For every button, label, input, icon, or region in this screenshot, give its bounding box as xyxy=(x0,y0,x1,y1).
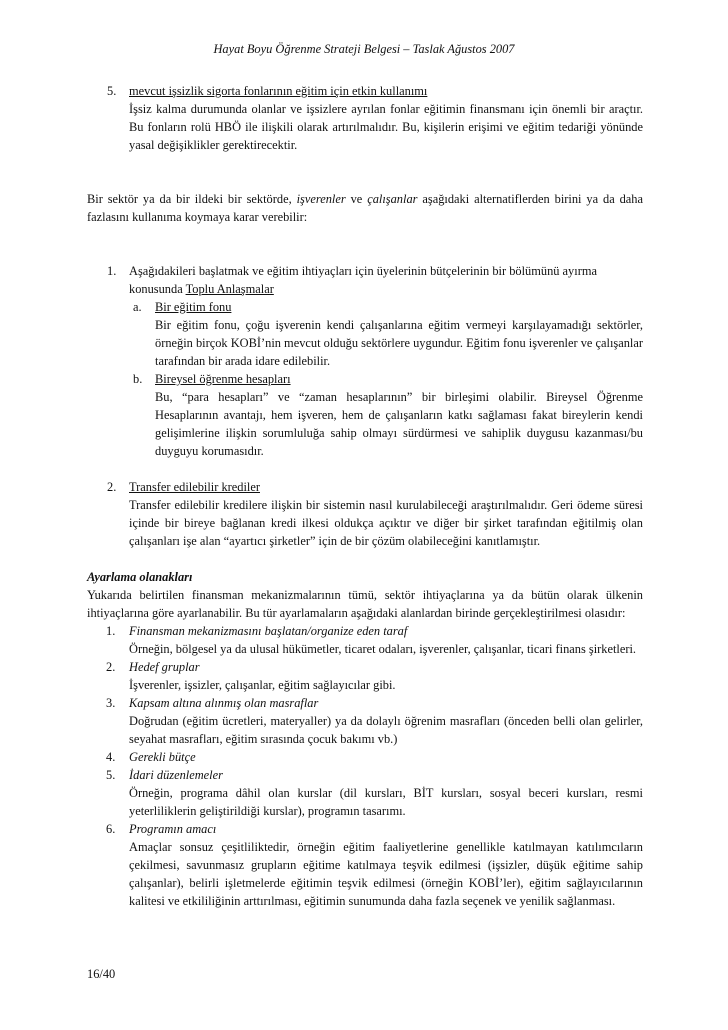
sub-item-text: Bu, “para hesapları” ve “zaman hesaplarının” bir birleşimi olabilir. Bireysel Öğrenme Hesaplarının avantajı, hem işveren, hem de çalışanların katkı sağlaması fakat bireylerin kendi gelişimlerine ilişkin sorumluluğa sahip olmayı sürdürmesi ve sahiplik duygusu kazanması/bu duyguyu korumasıdır. xyxy=(155,390,643,458)
sub-item-text: Bir eğitim fonu, çoğu işverenin kendi çalışanlarına eğitim vermeyi karşılayamadığı sektörler, örneğin birçok KOBİ’nin mevcut olduğu sektörlere uygundur. Eğitim fonu işverenler ve çalışanlar tarafından bir arada idare edilebilir. xyxy=(155,318,643,368)
adjust-item-3 xyxy=(87,694,643,748)
item-title: Kapsam altına alınmış olan masraflar xyxy=(129,696,319,710)
sub-item-letter: b. xyxy=(133,372,143,386)
item-title: Programın amacı xyxy=(129,822,217,836)
intro-text-3: aşağıdaki alternatiflerden birini ya da daha fazlasını kullanıma koymaya karar verebilir: xyxy=(87,192,644,224)
adjust-item-5 xyxy=(87,766,643,820)
item-title: Hedef gruplar xyxy=(129,660,200,674)
item-text-lead: Aşağıdakileri başlatmak ve eğitim ihtiyaçları için üyelerinin bütçelerinin bir bölümünü ayırma konusunda xyxy=(129,264,597,296)
adjust-item-1 xyxy=(87,622,643,658)
collective-agreements-term: Toplu Anlaşmalar xyxy=(185,282,274,296)
item-title: mevcut işsizlik sigorta fonlarının eğitim için etkin kullanımı xyxy=(129,84,428,98)
alternative-item-2 xyxy=(87,478,643,550)
item-number: 5. xyxy=(107,84,117,98)
item-text: İşverenler, işsizler, çalışanlar, eğitim sağlayıcılar gibi. xyxy=(129,678,396,692)
item-text: İşsiz kalma durumunda olanlar ve işsizlere ayrılan fonlar eğitimin finansmanı için önemli bir araçtır. Bu fonların rolü HBÖ ile ilişkili olarak artırılmalıdır. Bu, kişilerin erişimi ve eğitim tedariği yönünde yasal değişiklikler gerektirecektir. xyxy=(129,102,643,152)
item-text: Örneğin, programa dâhil olan kurslar (dil kursları, BİT kursları, sosyal beceri kursları, resmi yeterliliklerin geliştirildiği kurslar), programın tasarımı. xyxy=(129,786,643,818)
intro-text-2: ve xyxy=(345,192,368,206)
item-text: Örneğin, bölgesel ya da ulusal hükümetler, ticaret odaları, işverenler, çalışanlar, ticari finans şirketleri. xyxy=(129,642,637,656)
item-title: Gerekli bütçe xyxy=(129,750,196,764)
intro-paragraph xyxy=(87,190,643,226)
item-number: 4. xyxy=(106,750,116,764)
adjust-item-6 xyxy=(87,820,643,910)
running-header: Hayat Boyu Öğrenme Strateji Belgesi – Taslak Ağustos 2007 xyxy=(213,42,515,56)
intro-emphasis-employees: çalışanlar xyxy=(367,192,418,206)
intro-text-1: Bir sektör ya da bir ildeki bir sektörde, xyxy=(87,192,297,206)
page-number: 16/40 xyxy=(87,967,116,981)
item-number: 2. xyxy=(106,660,116,674)
sub-item-a xyxy=(87,298,643,370)
item-text: Amaçlar sonsuz çeşitliliktedir, örneğin eğitim faaliyetlerine genellikle katılmayan katılımcıların çekilmesi, savunmasız grupların eğitime katılmaya teşvik edilmesi (işsizler, düşük eğitime sahip çalışanlar), belirli işletmelerde eğitimin teşvik edilmesi (örneğin KOBİ’ler), eğitim sağlayıcılarının kalitesi ve etkililiğinin arttırılması, eğitimin sunumunda daha fazla seçenek ve yenilik sağlanması. xyxy=(129,840,643,908)
intro-emphasis-employers: işverenler xyxy=(296,192,346,206)
item-title: İdari düzenlemeler xyxy=(129,768,223,782)
sub-item-letter: a. xyxy=(133,300,142,314)
item-number: 1. xyxy=(107,264,117,278)
section-heading: Ayarlama olanakları xyxy=(87,570,193,584)
item-text: Transfer edilebilir kredilere ilişkin bir sistemin nasıl kurulabileceği araştırılmalıdır. Geri ödeme süresi içinde bir bireye bağlanan kredi ilkesi oldukça açıktır ve diğer bir şirket tarafından eğitilmiş olan çalışanları işe alan “ayartıcı şirketler” için de bir çözüm olabileceğini kanıtlamıştır. xyxy=(129,498,643,548)
item-text xyxy=(129,262,643,298)
page-content xyxy=(87,82,643,910)
sub-item-title: Bir eğitim fonu xyxy=(155,300,232,314)
section-intro: Yukarıda belirtilen finansman mekanizmalarının tümü, sektör ihtiyaçlarına ya da bütün olarak ülkenin ihtiyaçlarına göre ayarlanabilir. Bu tür ayarlamaların aşağıdaki alanlardan birinde gerçekleştirilmesi olasıdır: xyxy=(87,588,643,620)
item-number: 1. xyxy=(106,624,116,638)
adjust-item-2 xyxy=(87,658,643,694)
adjust-item-4 xyxy=(87,748,643,766)
item-number: 3. xyxy=(106,696,116,710)
sub-item-title: Bireysel öğrenme hesapları xyxy=(155,372,291,386)
item-number: 5. xyxy=(106,768,116,782)
alternative-item-1 xyxy=(87,262,643,298)
unemployment-fund-item xyxy=(87,82,643,154)
sub-item-b xyxy=(87,370,643,460)
item-number: 2. xyxy=(107,480,117,494)
item-title: Finansman mekanizmasını başlatan/organize eden taraf xyxy=(129,624,408,638)
item-title: Transfer edilebilir krediler xyxy=(129,480,260,494)
item-number: 6. xyxy=(106,822,116,836)
item-text: Doğrudan (eğitim ücretleri, materyaller) ya da dolaylı öğrenim masrafları (önceden belli olan gelirler, seyahat masrafları, eğitim sırasında çocuk bakımı vb.) xyxy=(129,714,643,746)
